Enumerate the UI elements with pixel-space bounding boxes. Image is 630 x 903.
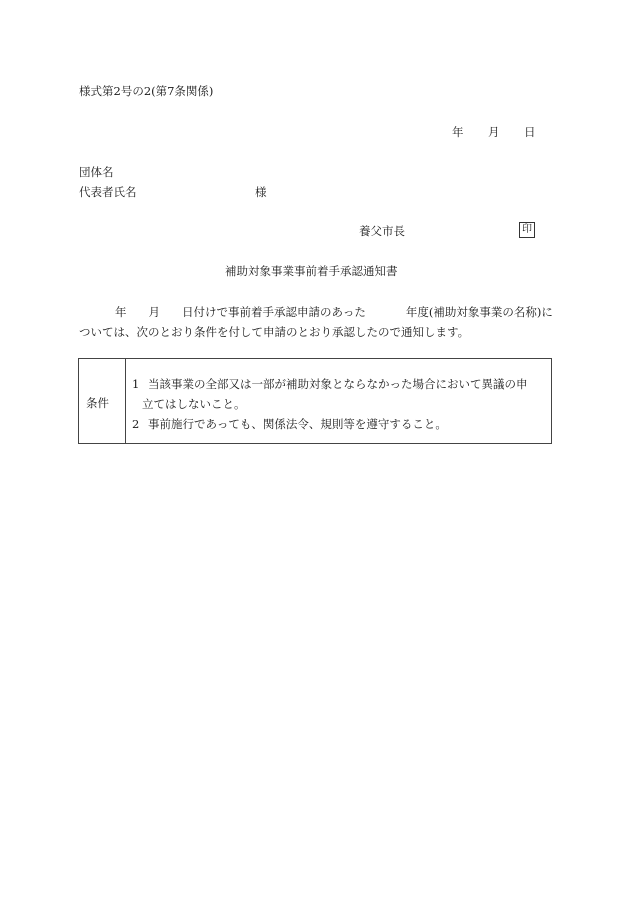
- condition-number: 1: [132, 377, 140, 391]
- organization-name-label: 団体名: [79, 165, 114, 179]
- date-day-label: 日: [524, 125, 536, 139]
- condition-text: 当該事業の全部又は一部が補助対象とならなかった場合において異議の申: [148, 377, 528, 391]
- notice-body: [79, 302, 554, 342]
- representative-line: [79, 184, 267, 200]
- condition-item: [132, 414, 537, 434]
- condition-item: [132, 374, 537, 414]
- body-fiscal-text: 年度(補助対象事業の名称)については、次のとおり条件を付して申請のとおり承認したので通知します。: [79, 305, 553, 339]
- condition-number: 2: [132, 417, 140, 431]
- mayor-label: 養父市長: [359, 224, 405, 238]
- condition-text-continued: 立てはしないこと。: [142, 397, 246, 411]
- body-day-text: 日付けで事前着手承認申請のあった: [182, 305, 366, 319]
- body-year: 年: [115, 305, 127, 319]
- document-title: 補助対象事業事前着手承認通知書: [225, 264, 398, 278]
- seal-mark: 印: [519, 222, 535, 238]
- date-month-label: 月: [488, 125, 500, 139]
- form-number: 様式第2号の2(第7条関係): [79, 84, 214, 98]
- conditions-table: [78, 358, 552, 444]
- date-line: [452, 124, 536, 140]
- date-year-label: 年: [452, 125, 464, 139]
- condition-text: 事前施行であっても、関係法令、規則等を遵守すること。: [148, 417, 447, 431]
- conditions-label: 条件: [86, 396, 109, 410]
- honorific: 様: [255, 185, 267, 199]
- body-month: 月: [148, 305, 160, 319]
- conditions-label-cell: [79, 359, 126, 443]
- representative-name-label: 代表者氏名: [79, 185, 137, 199]
